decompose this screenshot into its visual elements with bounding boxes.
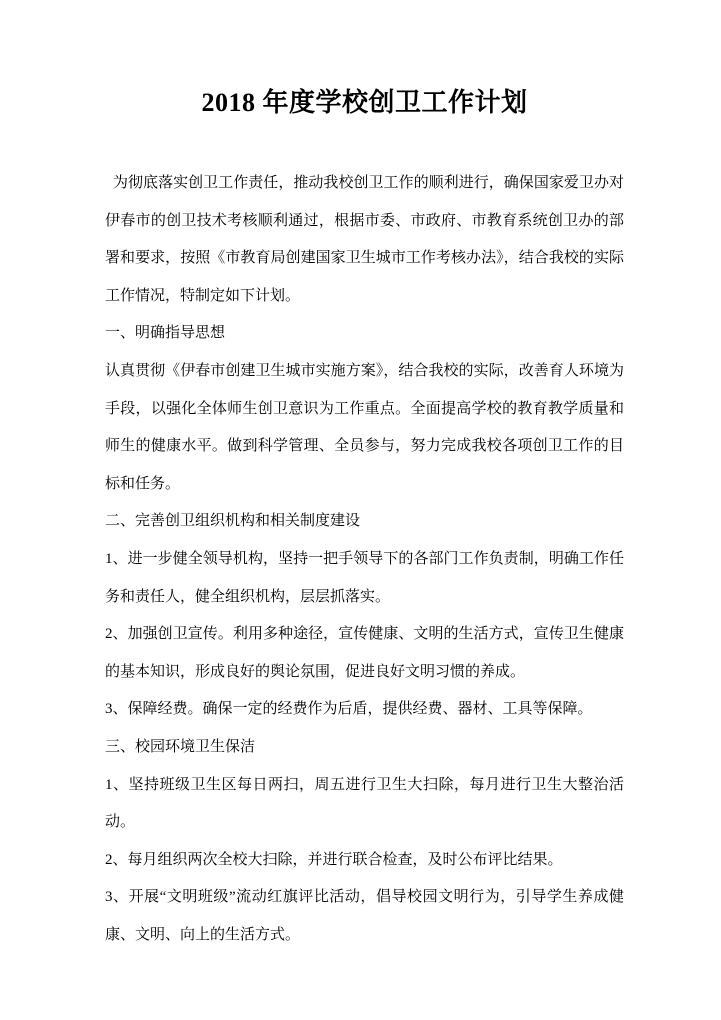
section-heading-1: 一、明确指导思想 [105, 325, 226, 342]
document-title: 2018 年度学校创卫工作计划 [201, 88, 528, 117]
section-heading-3: 三、校园环境卫生保洁 [105, 738, 256, 755]
section-2-item-3: 3、保障经费。确保一定的经费作为后盾，提供经费、器材、工具等保障。 [105, 701, 593, 718]
section-2-item-2: 2、加强创卫宣传。利用多种途径，宣传健康、文明的生活方式，宣传卫生健康的基本知识，形成良好的舆论氛围，促进良好文明习惯的养成。 [105, 626, 624, 680]
section-1-paragraph: 认真贯彻《伊春市创建卫生城市实施方案》，结合我校的实际，改善育人环境为手段，以强化全体师生创卫意识为工作重点。全面提高学校的教育教学质量和师生的健康水平。做到科学管理、全员参与，努力完成我校各项创卫工作的目标和任务。 [105, 362, 624, 492]
section-3-item-1: 1、坚持班级卫生区每日两扫，周五进行卫生大扫除，每月进行卫生大整治活动。 [105, 776, 624, 831]
intro-paragraph: 为彻底落实创卫工作责任，推动我校创卫工作的顺利进行，确保国家爱卫办对伊春市的创卫技术考核顺利通过，根据市委、市政府、市教育系统创卫办的部署和要求，按照《市教育局创建国家卫生城市工作考核办法》，结合我校的实际工作情况，特制定如下计划。 [105, 175, 624, 304]
section-2-item-1: 1、进一步健全领导机构，坚持一把手领导下的各部门工作负责制，明确工作任务和责任人，健全组织机构，层层抓落实。 [105, 550, 624, 605]
section-3-item-3: 3、开展“文明班级”流动红旗评比活动，倡导校园文明行为，引导学生养成健康、文明、向上的生活方式。 [105, 889, 624, 943]
section-3-item-2: 2、每月组织两次全校大扫除，并进行联合检查，及时公布评比结果。 [105, 851, 563, 868]
section-heading-2: 二、完善创卫组织机构和相关制度建设 [105, 513, 361, 530]
